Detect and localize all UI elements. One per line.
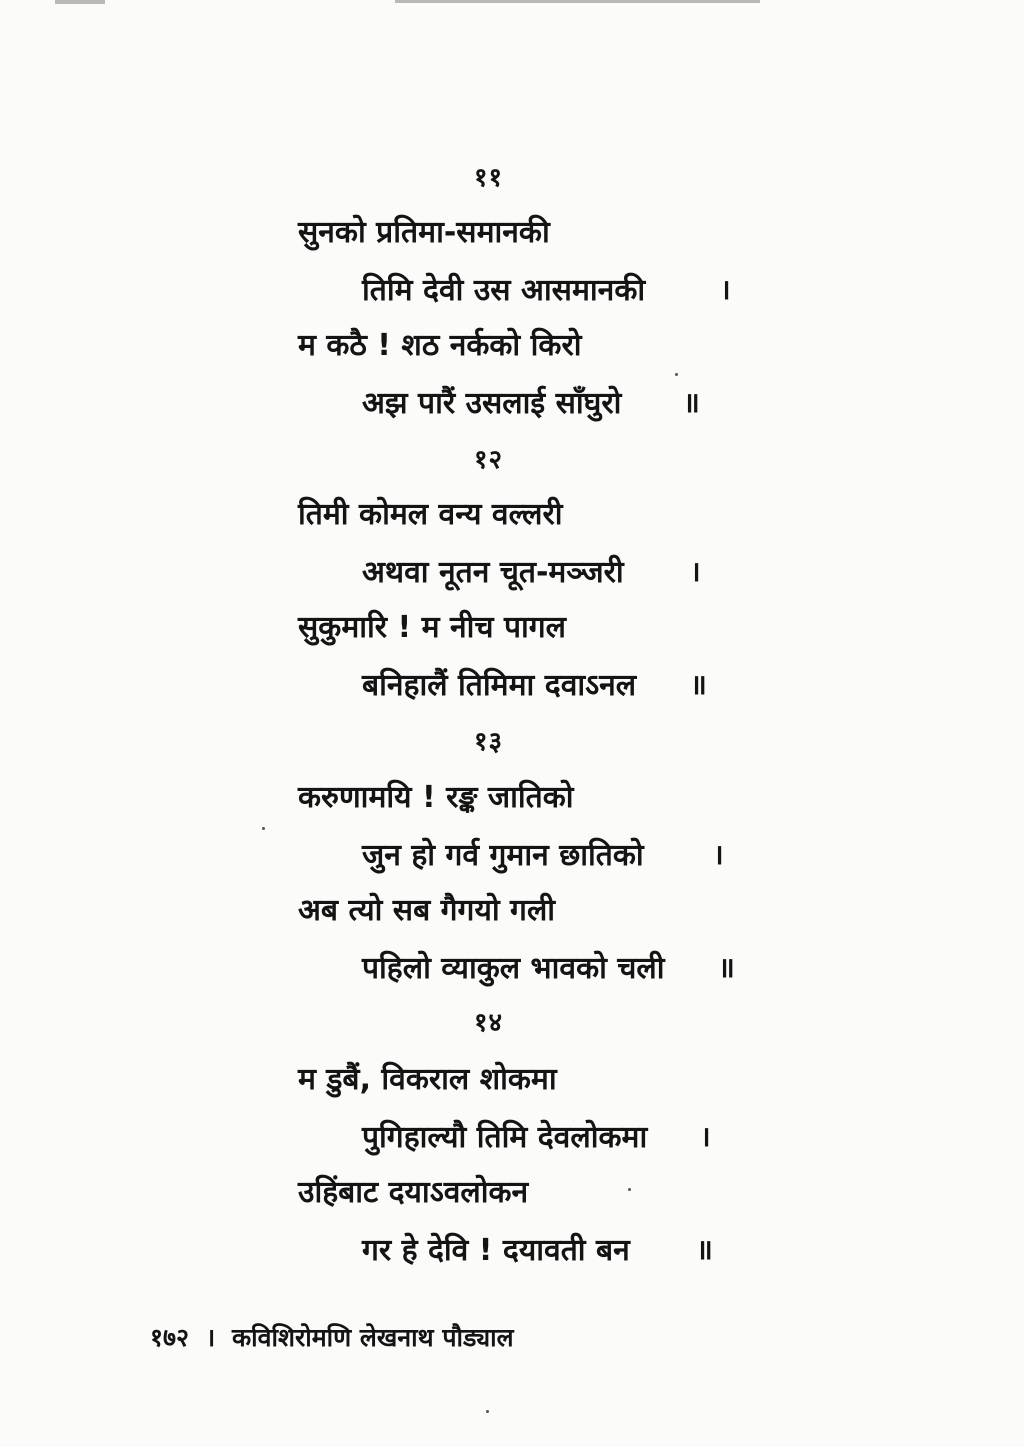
stanza-number: १३ — [474, 727, 504, 757]
stanza-number: ११ — [474, 163, 504, 193]
print-speck — [262, 827, 265, 830]
stanza-number: १४ — [474, 1008, 504, 1038]
print-speck — [628, 1188, 631, 1191]
verse-line: करुणामयि ! रङ्क जातिको — [298, 780, 574, 815]
stanza-number: १२ — [474, 445, 504, 475]
verse-line: उहिंबाट दयाऽवलोकन — [298, 1175, 529, 1210]
verse-line: पुगिहाल्यौ तिमि देवलोकमा — [362, 1120, 648, 1155]
danda-mark: । — [690, 555, 701, 588]
verse-line: सुनको प्रतिमा-समानकी — [298, 215, 550, 250]
verse-line: तिमी कोमल वन्य वल्लरी — [298, 497, 563, 532]
verse-line: सुकुमारि ! म नीच पागल — [298, 610, 566, 645]
double-danda-mark: ॥ — [690, 668, 707, 701]
verse-line: बनिहालैं तिमिमा दवाऽनल — [362, 668, 637, 703]
verse-line: म डुबैं, विकराल शोकमा — [298, 1062, 557, 1097]
book-author: कविशिरोमणि लेखनाथ पौड्याल — [231, 1323, 514, 1352]
danda-mark: । — [720, 273, 731, 306]
footer-separator: । — [205, 1323, 216, 1352]
verse-line: अथवा नूतन चूत-मञ्जरी — [362, 555, 624, 590]
page-footer — [150, 1320, 514, 1354]
top-edge-rule — [395, 0, 760, 3]
print-speck — [486, 1410, 489, 1413]
verse-line: अब त्यो सब गैगयो गली — [298, 893, 556, 928]
verse-line: म कठै ! शठ नर्कको किरो — [298, 328, 582, 363]
verse-line: अझ पारैं उसलाई साँघुरो — [362, 386, 622, 421]
page-number: १७२ — [150, 1323, 190, 1352]
danda-mark: । — [713, 838, 724, 871]
danda-mark: । — [700, 1120, 711, 1153]
verse-line: जुन हो गर्व गुमान छातिको — [362, 838, 644, 873]
double-danda-mark: ॥ — [696, 1233, 713, 1266]
double-danda-mark: ॥ — [718, 951, 735, 984]
verse-line: गर हे देवि ! दयावती बन — [362, 1233, 630, 1268]
print-speck — [675, 373, 678, 376]
verse-line: तिमि देवी उस आसमानकी — [362, 273, 646, 308]
double-danda-mark: ॥ — [683, 386, 700, 419]
top-edge-rule — [55, 0, 105, 4]
verse-line: पहिलो व्याकुल भावको चली — [362, 951, 665, 986]
